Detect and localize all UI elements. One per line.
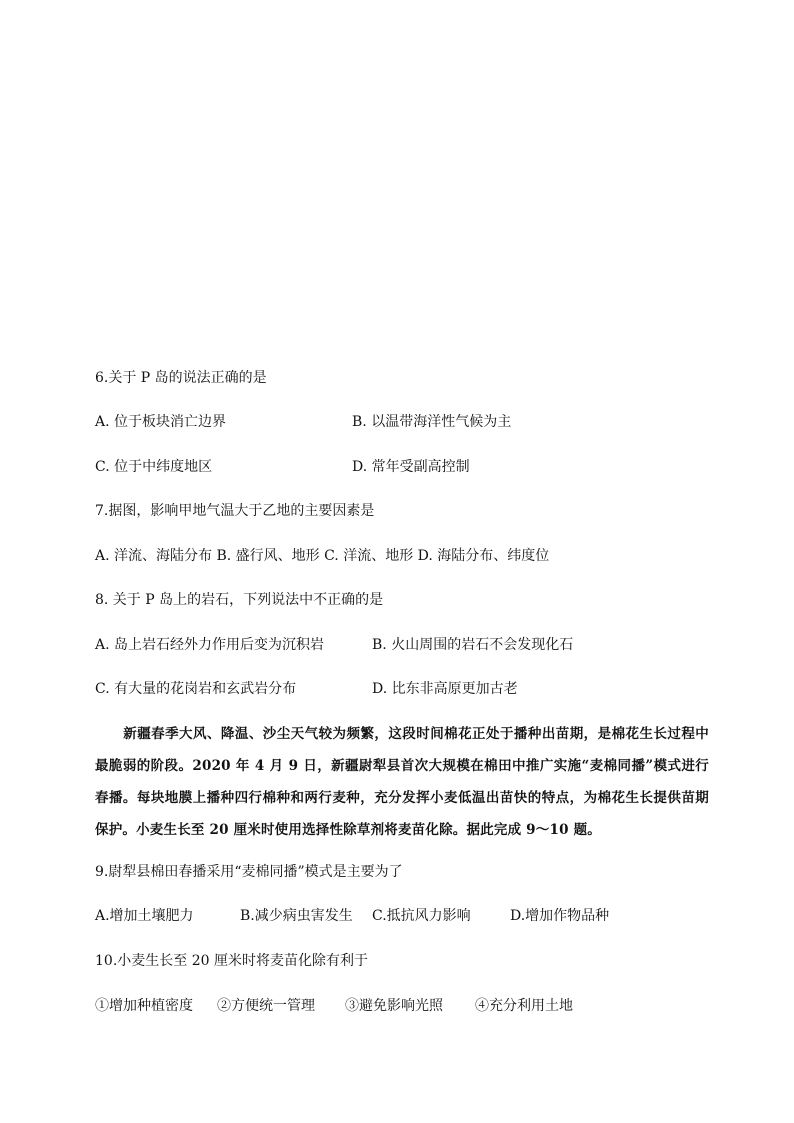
question-8-option-b: B. 火山周围的岩石不会发现化石 [372,637,574,653]
question-6-option-d: D. 常年受副高控制 [352,459,470,475]
question-6-option-b: B. 以温带海洋性气候为主 [352,414,512,430]
question-6-option-a: A. 位于板块消亡边界 [95,414,227,430]
question-6-stem: 6.关于 P 岛的说法正确的是 [95,370,267,386]
question-10-option-4: ④充分利用土地 [475,998,573,1014]
question-9-option-d: D.增加作物品种 [510,908,610,924]
question-10-option-2: ②方便统一管理 [217,998,315,1014]
reading-passage [95,718,709,846]
question-9-option-b: B.减少病虫害发生 [240,908,353,924]
question-6-option-c: C. 位于中纬度地区 [95,459,213,475]
question-8-stem: 8. 关于 P 岛上的岩石，下列说法中不正确的是 [95,592,384,608]
question-8-option-c: C. 有大量的花岗岩和玄武岩分布 [95,681,297,697]
question-8-option-d: D. 比东非高原更加古老 [372,681,518,697]
question-10-option-1: ①增加种植密度 [95,998,193,1014]
question-9-stem: 9.尉犁县棉田春播采用“麦棉同播”模式是主要为了 [95,864,403,880]
question-7-options: A. 洋流、海陆分布 B. 盛行风、地形 C. 洋流、地形 D. 海陆分布、纬度位 [95,548,550,564]
question-8-option-a: A. 岛上岩石经外力作用后变为沉积岩 [95,637,325,653]
question-7-stem: 7.据图，影响甲地气温大于乙地的主要因素是 [95,503,375,519]
question-10-stem: 10.小麦生长至 20 厘米时将麦苗化除有利于 [95,953,368,969]
question-9-option-a: A.增加土壤肥力 [95,908,194,924]
passage-text: 新疆春季大风、降温、沙尘天气较为频繁，这段时间棉花正处于播种出苗期，是棉花生长过程中最脆弱的阶段。2020 年 4 月 9 日，新疆尉犁县首次大规模在棉田中推广实施“麦棉同播”模式进行春播。每块地膜上播种四行棉种和两行麦种，充分发挥小麦低温出苗快的特点，为棉花生长提供苗期保护。小麦生长至 20 厘米时使用选择性除草剂将麦苗化除。据此完成 9～10 题。 [95,726,709,838]
question-9-option-c: C.抵抗风力影响 [372,908,471,924]
question-10-option-3: ③避免影响光照 [345,998,443,1014]
